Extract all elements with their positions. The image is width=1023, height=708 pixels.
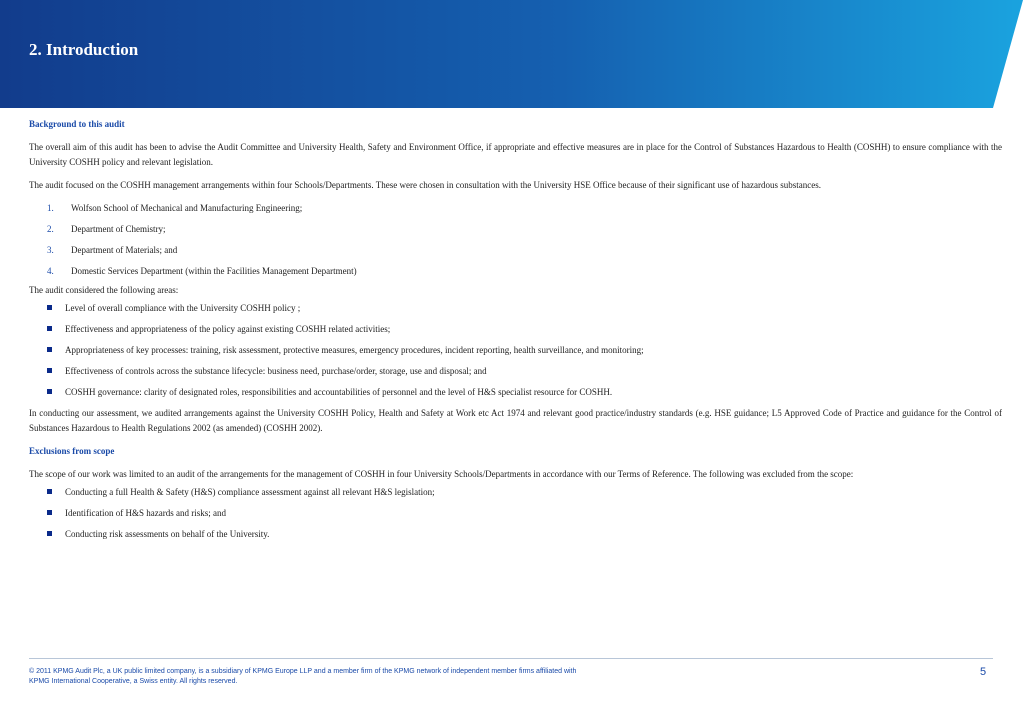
section-heading-background: Background to this audit — [29, 119, 125, 129]
list-item — [29, 364, 1002, 385]
list-item — [29, 222, 1002, 243]
paragraph-audit-aim: The overall aim of this audit has been to advise the Audit Committee and University Health, Safety and Environment Office, if appropriate and effective measures are in place for the Control of Substances Hazardous to Health (COSHH) to ensure compliance with the University COSHH policy and relevant legislation. — [29, 142, 1002, 167]
header-banner-shape — [0, 0, 1023, 108]
list-item-text: Wolfson School of Mechanical and Manufacturing Engineering; — [71, 203, 303, 213]
main-content — [29, 117, 1002, 548]
footer-line-1: © 2011 KPMG Audit Plc, a UK public limited company, is a subsidiary of KPMG Europe LLP and a member firm of the KPMG network of independent member firms affiliated with — [29, 668, 577, 675]
exclusions-list — [29, 485, 1002, 548]
footer-copyright — [29, 667, 689, 686]
section-heading-exclusions: Exclusions from scope — [29, 446, 115, 456]
list-item-text: Effectiveness of controls across the substance lifecycle: business need, purchase/order, storage, use and disposal; and — [65, 366, 487, 376]
list-item — [29, 343, 1002, 364]
paragraph-assessment: In conducting our assessment, we audited arrangements against the University COSHH Policy, Health and Safety at Work etc Act 1974 and relevant good practice/industry standards (e.g. HSE guidance; L5 Approved Code of Practice and guidance for the Control of Substances Hazardous to Health Regulations 2002 (as amended) (COSHH 2002). — [29, 408, 1002, 433]
list-item — [29, 506, 1002, 527]
list-item-text: COSHH governance: clarity of designated roles, responsibilities and accountabilities of personnel and the level of H&S specialist resource for COSHH. — [65, 387, 613, 397]
list-item-text: Conducting a full Health & Safety (H&S) compliance assessment against all relevant H&S legislation; — [65, 487, 435, 497]
exclusions-intro: The scope of our work was limited to an audit of the arrangements for the management of COSHH in four University Schools/Departments in accordance with our Terms of Reference. The following was excluded from the scope: — [29, 469, 854, 479]
list-number: 3. — [47, 245, 54, 255]
list-item — [29, 264, 1002, 285]
list-number: 2. — [47, 224, 54, 234]
list-item-text: Domestic Services Department (within the Facilities Management Department) — [71, 266, 357, 276]
list-number: 4. — [47, 266, 54, 276]
page-number: 5 — [980, 666, 987, 678]
list-item-text: Conducting risk assessments on behalf of the University. — [65, 529, 270, 539]
list-number: 1. — [47, 203, 54, 213]
footer-divider — [29, 658, 993, 659]
list-item-text: Appropriateness of key processes: training, risk assessment, protective measures, emergency procedures, incident reporting, health surveillance, and monitoring; — [65, 345, 644, 355]
list-item-text: Department of Chemistry; — [71, 224, 166, 234]
list-item — [29, 385, 1002, 406]
list-item-text: Effectiveness and appropriateness of the policy against existing COSHH related activities; — [65, 324, 391, 334]
list-item-text: Department of Materials; and — [71, 245, 178, 255]
list-item — [29, 485, 1002, 506]
list-item-text: Level of overall compliance with the University COSHH policy ; — [65, 303, 301, 313]
list-item — [29, 527, 1002, 548]
page-title: 2. Introduction — [29, 40, 139, 59]
list-item — [29, 322, 1002, 343]
footer-line-2: KPMG International Cooperative, a Swiss entity. All rights reserved. — [29, 677, 238, 685]
departments-list — [29, 201, 1002, 285]
list-item-text: Identification of H&S hazards and risks; and — [65, 508, 226, 518]
areas-intro: The audit considered the following areas: — [29, 285, 179, 295]
list-item — [29, 301, 1002, 322]
areas-list — [29, 301, 1002, 406]
list-item — [29, 243, 1002, 264]
paragraph-audit-focus: The audit focused on the COSHH management arrangements within four Schools/Departments. These were chosen in consultation with the University HSE Office because of their significant use of hazardous substances. — [29, 180, 821, 190]
list-item — [29, 201, 1002, 222]
header-banner — [0, 0, 1023, 108]
